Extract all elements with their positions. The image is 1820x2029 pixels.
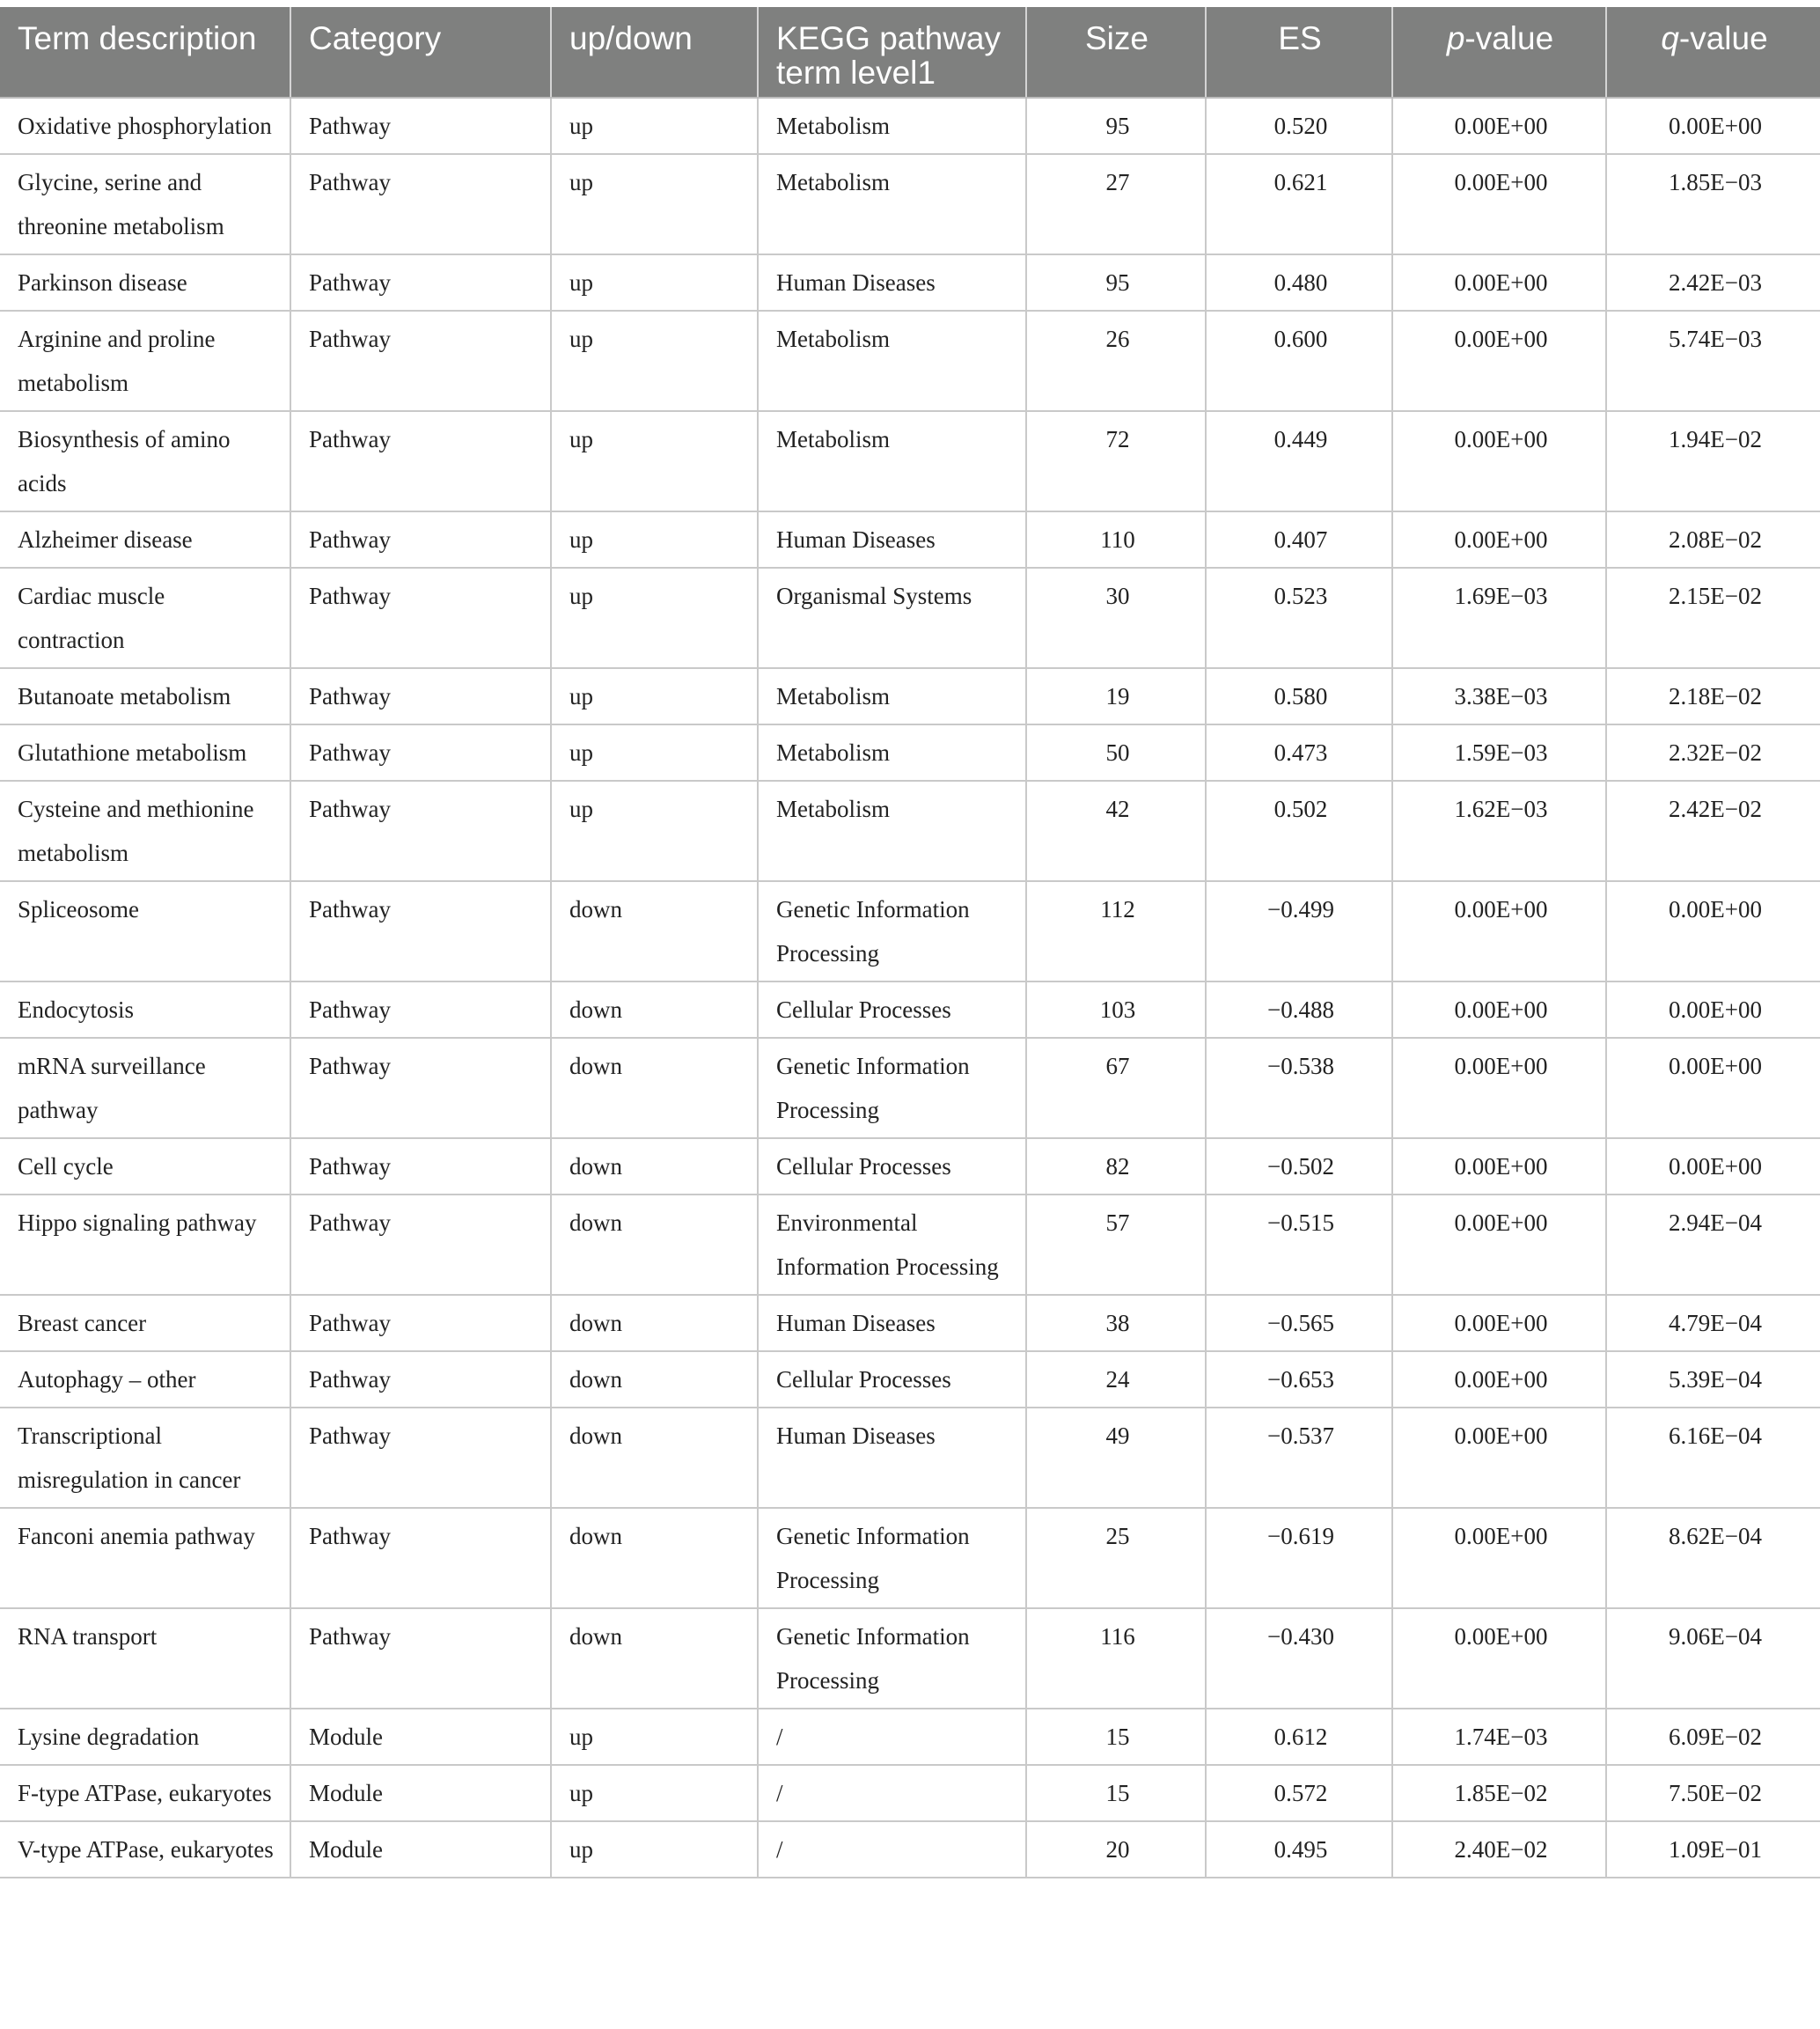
cell-category: Pathway	[290, 981, 551, 1038]
cell-size: 38	[1026, 1295, 1206, 1351]
cell-category: Pathway	[290, 724, 551, 781]
cell-category: Pathway	[290, 1195, 551, 1295]
cell-category: Pathway	[290, 511, 551, 568]
cell-es: 0.473	[1206, 724, 1392, 781]
cell-es: 0.523	[1206, 568, 1392, 668]
cell-p-value: 0.00E+00	[1392, 1195, 1606, 1295]
cell-q-value: 0.00E+00	[1606, 881, 1820, 981]
table-body	[0, 98, 1820, 1878]
cell-up-down: down	[551, 1608, 758, 1709]
cell-up-down: down	[551, 1138, 758, 1195]
cell-size: 67	[1026, 1038, 1206, 1138]
cell-p-value: 2.40E−02	[1392, 1821, 1606, 1878]
cell-p-value: 0.00E+00	[1392, 511, 1606, 568]
cell-q-value: 2.18E−02	[1606, 668, 1820, 724]
cell-term-description: Butanoate metabolism	[0, 668, 290, 724]
cell-term-description: Biosynthesis of amino acids	[0, 411, 290, 511]
cell-es: −0.502	[1206, 1138, 1392, 1195]
header-es: ES	[1206, 7, 1392, 98]
table-row	[0, 1765, 1820, 1821]
cell-term-description: Breast cancer	[0, 1295, 290, 1351]
cell-p-value: 0.00E+00	[1392, 254, 1606, 311]
cell-category: Pathway	[290, 881, 551, 981]
table-row	[0, 1709, 1820, 1765]
cell-q-value: 2.15E−02	[1606, 568, 1820, 668]
cell-es: 0.495	[1206, 1821, 1392, 1878]
cell-p-value: 0.00E+00	[1392, 311, 1606, 411]
cell-up-down: up	[551, 254, 758, 311]
cell-up-down: down	[551, 981, 758, 1038]
cell-category: Pathway	[290, 411, 551, 511]
table-row	[0, 1195, 1820, 1295]
cell-up-down: down	[551, 1195, 758, 1295]
table-row	[0, 1608, 1820, 1709]
cell-size: 95	[1026, 254, 1206, 311]
cell-p-value: 0.00E+00	[1392, 881, 1606, 981]
cell-q-value: 2.32E−02	[1606, 724, 1820, 781]
cell-p-value: 0.00E+00	[1392, 1608, 1606, 1709]
cell-es: 0.520	[1206, 98, 1392, 154]
cell-size: 50	[1026, 724, 1206, 781]
cell-category: Pathway	[290, 1608, 551, 1709]
cell-q-value: 2.42E−02	[1606, 781, 1820, 881]
cell-q-value: 2.08E−02	[1606, 511, 1820, 568]
cell-p-value: 1.62E−03	[1392, 781, 1606, 881]
cell-es: 0.621	[1206, 154, 1392, 254]
cell-kegg-level1: Environmental Information Processing	[758, 1195, 1026, 1295]
cell-term-description: Lysine degradation	[0, 1709, 290, 1765]
cell-up-down: up	[551, 411, 758, 511]
cell-kegg-level1: Human Diseases	[758, 254, 1026, 311]
cell-kegg-level1: /	[758, 1709, 1026, 1765]
cell-kegg-level1: Metabolism	[758, 411, 1026, 511]
cell-kegg-level1: Metabolism	[758, 724, 1026, 781]
cell-term-description: Hippo signaling pathway	[0, 1195, 290, 1295]
cell-p-value: 0.00E+00	[1392, 1408, 1606, 1508]
cell-es: 0.407	[1206, 511, 1392, 568]
cell-term-description: Glutathione metabolism	[0, 724, 290, 781]
cell-term-description: Cardiac muscle contraction	[0, 568, 290, 668]
cell-up-down: up	[551, 781, 758, 881]
table-row	[0, 254, 1820, 311]
table-row	[0, 1351, 1820, 1408]
cell-kegg-level1: Genetic Information Processing	[758, 1608, 1026, 1709]
cell-kegg-level1: Human Diseases	[758, 1295, 1026, 1351]
cell-size: 20	[1026, 1821, 1206, 1878]
cell-term-description: Spliceosome	[0, 881, 290, 981]
cell-size: 15	[1026, 1765, 1206, 1821]
cell-q-value: 1.94E−02	[1606, 411, 1820, 511]
cell-up-down: up	[551, 1821, 758, 1878]
header-term-description: Term description	[0, 7, 290, 98]
cell-p-value: 0.00E+00	[1392, 1508, 1606, 1608]
cell-up-down: up	[551, 511, 758, 568]
cell-es: 0.600	[1206, 311, 1392, 411]
cell-q-value: 5.39E−04	[1606, 1351, 1820, 1408]
cell-up-down: up	[551, 668, 758, 724]
cell-category: Pathway	[290, 1408, 551, 1508]
cell-size: 15	[1026, 1709, 1206, 1765]
cell-term-description: Parkinson disease	[0, 254, 290, 311]
cell-term-description: Autophagy – other	[0, 1351, 290, 1408]
cell-up-down: up	[551, 311, 758, 411]
cell-size: 95	[1026, 98, 1206, 154]
header-size: Size	[1026, 7, 1206, 98]
cell-size: 19	[1026, 668, 1206, 724]
cell-p-value: 1.85E−02	[1392, 1765, 1606, 1821]
cell-size: 57	[1026, 1195, 1206, 1295]
results-table-container	[0, 7, 1820, 1878]
cell-category: Pathway	[290, 781, 551, 881]
cell-size: 49	[1026, 1408, 1206, 1508]
cell-q-value: 7.50E−02	[1606, 1765, 1820, 1821]
cell-category: Pathway	[290, 1295, 551, 1351]
table-row	[0, 1138, 1820, 1195]
cell-term-description: Glycine, serine and threonine metabolism	[0, 154, 290, 254]
cell-size: 25	[1026, 1508, 1206, 1608]
table-row	[0, 1295, 1820, 1351]
cell-term-description: Arginine and proline metabolism	[0, 311, 290, 411]
cell-p-value: 0.00E+00	[1392, 1351, 1606, 1408]
cell-q-value: 6.09E−02	[1606, 1709, 1820, 1765]
cell-kegg-level1: Genetic Information Processing	[758, 1038, 1026, 1138]
table-row	[0, 881, 1820, 981]
cell-term-description: Cell cycle	[0, 1138, 290, 1195]
enrichment-results-table	[0, 7, 1820, 1878]
cell-p-value: 0.00E+00	[1392, 154, 1606, 254]
cell-q-value: 2.42E−03	[1606, 254, 1820, 311]
cell-es: 0.580	[1206, 668, 1392, 724]
cell-size: 26	[1026, 311, 1206, 411]
cell-kegg-level1: Metabolism	[758, 311, 1026, 411]
cell-es: 0.449	[1206, 411, 1392, 511]
cell-size: 116	[1026, 1608, 1206, 1709]
cell-category: Pathway	[290, 98, 551, 154]
cell-up-down: up	[551, 1765, 758, 1821]
cell-q-value: 9.06E−04	[1606, 1608, 1820, 1709]
table-header-row	[0, 7, 1820, 98]
cell-size: 110	[1026, 511, 1206, 568]
cell-es: 0.480	[1206, 254, 1392, 311]
cell-p-value: 0.00E+00	[1392, 1295, 1606, 1351]
cell-up-down: down	[551, 1508, 758, 1608]
cell-size: 103	[1026, 981, 1206, 1038]
cell-term-description: Oxidative phosphorylation	[0, 98, 290, 154]
cell-kegg-level1: Human Diseases	[758, 511, 1026, 568]
cell-es: −0.488	[1206, 981, 1392, 1038]
cell-term-description: Fanconi anemia pathway	[0, 1508, 290, 1608]
cell-q-value: 8.62E−04	[1606, 1508, 1820, 1608]
cell-size: 82	[1026, 1138, 1206, 1195]
cell-term-description: Endocytosis	[0, 981, 290, 1038]
cell-q-value: 0.00E+00	[1606, 1138, 1820, 1195]
table-row	[0, 781, 1820, 881]
cell-es: −0.515	[1206, 1195, 1392, 1295]
table-row	[0, 981, 1820, 1038]
cell-category: Pathway	[290, 1038, 551, 1138]
p-symbol: p	[1446, 20, 1465, 56]
cell-p-value: 1.74E−03	[1392, 1709, 1606, 1765]
cell-es: −0.619	[1206, 1508, 1392, 1608]
cell-up-down: up	[551, 724, 758, 781]
cell-term-description: RNA transport	[0, 1608, 290, 1709]
cell-es: 0.612	[1206, 1709, 1392, 1765]
cell-es: −0.653	[1206, 1351, 1392, 1408]
cell-category: Pathway	[290, 1138, 551, 1195]
cell-q-value: 1.09E−01	[1606, 1821, 1820, 1878]
cell-category: Module	[290, 1821, 551, 1878]
cell-p-value: 0.00E+00	[1392, 98, 1606, 154]
cell-up-down: down	[551, 1351, 758, 1408]
cell-p-value: 3.38E−03	[1392, 668, 1606, 724]
table-row	[0, 154, 1820, 254]
cell-q-value: 5.74E−03	[1606, 311, 1820, 411]
header-p-value	[1392, 7, 1606, 98]
cell-term-description: V-type ATPase, eukaryotes	[0, 1821, 290, 1878]
cell-es: −0.499	[1206, 881, 1392, 981]
cell-up-down: down	[551, 1038, 758, 1138]
cell-kegg-level1: Metabolism	[758, 154, 1026, 254]
cell-p-value: 0.00E+00	[1392, 411, 1606, 511]
q-value-suffix: -value	[1678, 20, 1768, 56]
cell-kegg-level1: Metabolism	[758, 668, 1026, 724]
cell-es: −0.537	[1206, 1408, 1392, 1508]
cell-q-value: 0.00E+00	[1606, 981, 1820, 1038]
cell-size: 27	[1026, 154, 1206, 254]
cell-kegg-level1: Human Diseases	[758, 1408, 1026, 1508]
table-row	[0, 568, 1820, 668]
cell-q-value: 6.16E−04	[1606, 1408, 1820, 1508]
cell-es: 0.502	[1206, 781, 1392, 881]
cell-category: Pathway	[290, 668, 551, 724]
table-row	[0, 1408, 1820, 1508]
cell-es: −0.565	[1206, 1295, 1392, 1351]
cell-category: Pathway	[290, 154, 551, 254]
cell-category: Module	[290, 1709, 551, 1765]
cell-p-value: 1.59E−03	[1392, 724, 1606, 781]
cell-kegg-level1: Cellular Processes	[758, 1138, 1026, 1195]
header-kegg-level1: KEGG pathway term level1	[758, 7, 1026, 98]
header-q-value	[1606, 7, 1820, 98]
header-up-down: up/down	[551, 7, 758, 98]
cell-size: 112	[1026, 881, 1206, 981]
table-row	[0, 1038, 1820, 1138]
cell-kegg-level1: Organismal Systems	[758, 568, 1026, 668]
cell-p-value: 0.00E+00	[1392, 1138, 1606, 1195]
cell-term-description: Transcriptional misregulation in cancer	[0, 1408, 290, 1508]
table-row	[0, 1821, 1820, 1878]
cell-term-description: Alzheimer disease	[0, 511, 290, 568]
cell-term-description: F-type ATPase, eukaryotes	[0, 1765, 290, 1821]
cell-up-down: down	[551, 881, 758, 981]
cell-p-value: 0.00E+00	[1392, 981, 1606, 1038]
cell-size: 72	[1026, 411, 1206, 511]
cell-term-description: Cysteine and methionine metabolism	[0, 781, 290, 881]
cell-size: 30	[1026, 568, 1206, 668]
cell-q-value: 0.00E+00	[1606, 98, 1820, 154]
cell-kegg-level1: Cellular Processes	[758, 981, 1026, 1038]
cell-kegg-level1: /	[758, 1821, 1026, 1878]
cell-kegg-level1: Metabolism	[758, 98, 1026, 154]
cell-up-down: down	[551, 1295, 758, 1351]
cell-up-down: up	[551, 568, 758, 668]
cell-kegg-level1: Cellular Processes	[758, 1351, 1026, 1408]
table-row	[0, 1508, 1820, 1608]
cell-es: −0.430	[1206, 1608, 1392, 1709]
cell-up-down: up	[551, 98, 758, 154]
cell-q-value: 4.79E−04	[1606, 1295, 1820, 1351]
cell-category: Module	[290, 1765, 551, 1821]
cell-q-value: 2.94E−04	[1606, 1195, 1820, 1295]
cell-es: 0.572	[1206, 1765, 1392, 1821]
table-row	[0, 724, 1820, 781]
cell-kegg-level1: Metabolism	[758, 781, 1026, 881]
cell-kegg-level1: /	[758, 1765, 1026, 1821]
cell-p-value: 1.69E−03	[1392, 568, 1606, 668]
cell-category: Pathway	[290, 568, 551, 668]
table-row	[0, 98, 1820, 154]
cell-size: 42	[1026, 781, 1206, 881]
cell-p-value: 0.00E+00	[1392, 1038, 1606, 1138]
header-category: Category	[290, 7, 551, 98]
cell-up-down: down	[551, 1408, 758, 1508]
cell-up-down: up	[551, 154, 758, 254]
cell-kegg-level1: Genetic Information Processing	[758, 1508, 1026, 1608]
cell-category: Pathway	[290, 1508, 551, 1608]
cell-up-down: up	[551, 1709, 758, 1765]
cell-term-description: mRNA surveillance pathway	[0, 1038, 290, 1138]
cell-category: Pathway	[290, 311, 551, 411]
p-value-suffix: -value	[1464, 20, 1554, 56]
table-row	[0, 511, 1820, 568]
cell-q-value: 1.85E−03	[1606, 154, 1820, 254]
cell-es: −0.538	[1206, 1038, 1392, 1138]
table-row	[0, 668, 1820, 724]
cell-kegg-level1: Genetic Information Processing	[758, 881, 1026, 981]
table-row	[0, 411, 1820, 511]
cell-category: Pathway	[290, 254, 551, 311]
cell-q-value: 0.00E+00	[1606, 1038, 1820, 1138]
cell-size: 24	[1026, 1351, 1206, 1408]
cell-category: Pathway	[290, 1351, 551, 1408]
table-row	[0, 311, 1820, 411]
q-symbol: q	[1661, 20, 1679, 56]
